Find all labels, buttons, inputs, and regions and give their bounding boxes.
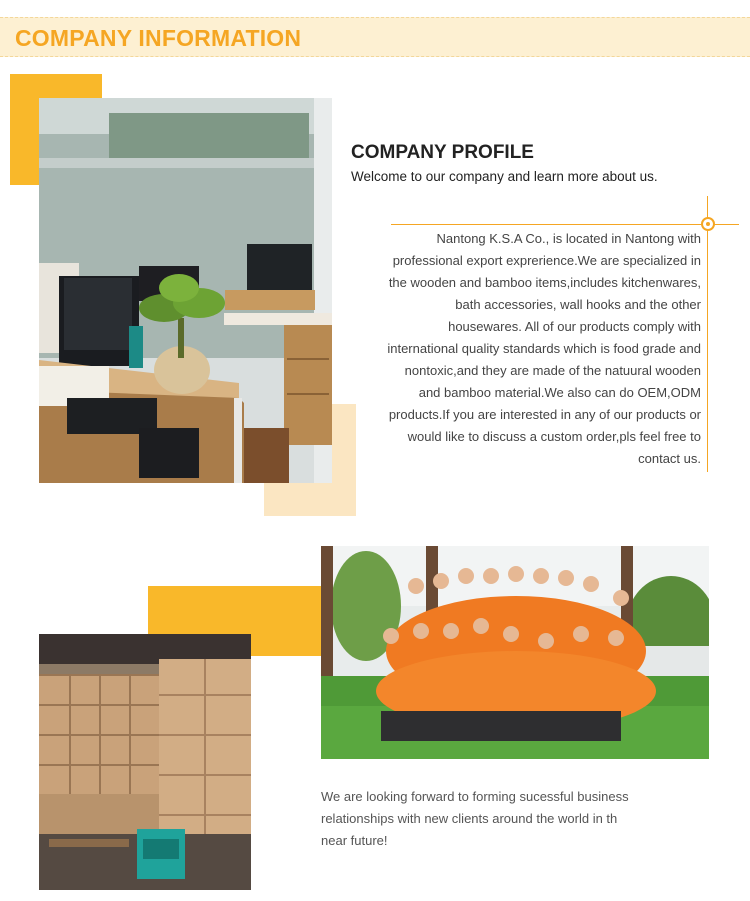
office-photo <box>39 98 332 483</box>
profile-subtitle: Welcome to our company and learn more about us. <box>351 169 658 184</box>
divider-vertical <box>707 196 708 472</box>
section-title: COMPANY INFORMATION <box>15 25 302 51</box>
ring-marker-icon <box>701 217 715 231</box>
description-line: housewares. All of our products comply with <box>448 319 701 334</box>
description-line: nontoxic,and they are made of the natuural wooden <box>404 363 701 378</box>
description-line: the wooden and bamboo items,includes kitchenwares, <box>388 275 701 290</box>
description-line: bath accessories, wall hooks and the other <box>455 297 701 312</box>
closing-line: relationships with new clients around the world in th <box>321 811 618 826</box>
closing-line: near future! <box>321 833 388 848</box>
closing-text <box>321 786 681 852</box>
description-line: products.If you are interested in any of our products or <box>388 407 701 422</box>
divider-horizontal <box>391 224 739 225</box>
description-line: international quality standards which is food grade and <box>387 341 701 356</box>
description-line: and bamboo material.We also can do OEM,ODM <box>418 385 701 400</box>
section-header <box>0 17 750 57</box>
closing-line: We are looking forward to forming sucessful business <box>321 789 629 804</box>
description-line: would like to discuss a custom order,pls feel free to <box>407 429 701 444</box>
description-line: professional export exprerience.We are specialized in <box>392 253 701 268</box>
description-line: contact us. <box>638 451 701 466</box>
profile-description <box>352 228 701 470</box>
description-line: Nantong K.S.A Co., is located in Nantong with <box>436 231 701 246</box>
profile-title: COMPANY PROFILE <box>351 142 534 163</box>
team-photo <box>321 546 709 759</box>
warehouse-photo <box>39 634 251 890</box>
